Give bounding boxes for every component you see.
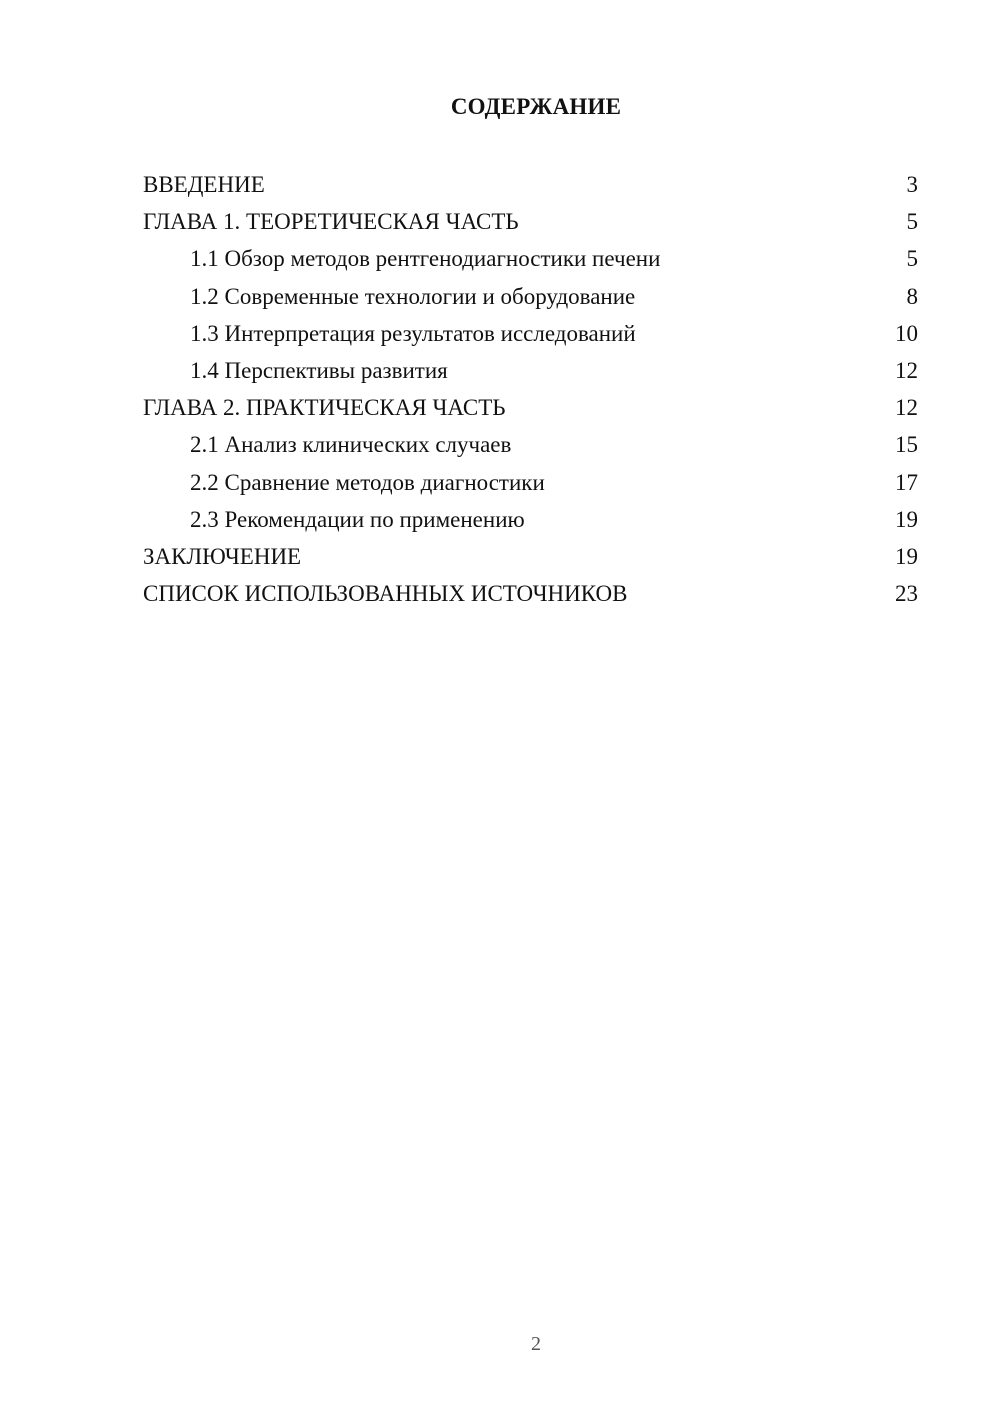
toc-entry-references [143, 575, 918, 612]
toc-entry-label: 1.3 Интерпретация результатов исследований [190, 320, 636, 346]
toc-entry-label: ВВЕДЕНИЕ [143, 172, 265, 197]
toc-entry-page: 10 [895, 320, 918, 346]
toc-entry-page: 3 [906, 172, 918, 197]
toc-entry-label: 2.1 Анализ клинических случаев [190, 432, 512, 458]
toc-entry-label: ГЛАВА 1. ТЕОРЕТИЧЕСКАЯ ЧАСТЬ [143, 209, 519, 235]
toc-entry-label: ГЛАВА 2. ПРАКТИЧЕСКАЯ ЧАСТЬ [143, 395, 506, 421]
page-number: 2 [531, 1333, 541, 1355]
toc-entry-label: СПИСОК ИСПОЛЬЗОВАННЫХ ИСТОЧНИКОВ [143, 581, 628, 607]
toc-entry-page: 19 [895, 543, 918, 569]
toc-entry-section-1-3 [143, 315, 918, 352]
page-title: СОДЕРЖАНИЕ [450, 94, 622, 119]
toc-entry-page: 23 [895, 581, 918, 607]
toc-entry-label: 2.2 Сравнение методов диагностики [190, 469, 545, 495]
toc-entry-section-1-1 [143, 240, 918, 277]
toc-entry-page: 8 [906, 283, 918, 309]
toc-entry-label: 1.2 Современные технологии и оборудование [190, 283, 636, 309]
toc-entry-conclusion [143, 538, 918, 575]
toc-entry-page: 17 [895, 469, 918, 495]
toc-entry-page: 12 [895, 357, 918, 383]
toc-entry-chapter-2 [143, 389, 918, 426]
toc-entry-label: 1.4 Перспективы развития [190, 357, 448, 383]
table-of-contents [143, 166, 918, 612]
toc-entry-section-2-2 [143, 464, 918, 501]
toc-entry-label: 2.3 Рекомендации по применению [190, 506, 525, 532]
toc-entry-section-2-3 [143, 501, 918, 538]
toc-entry-page: 12 [895, 395, 918, 421]
toc-entry-label: 1.1 Обзор методов рентгенодиагностики печени [190, 246, 661, 272]
toc-entry-page: 5 [906, 209, 918, 235]
toc-entry-section-2-1 [143, 426, 918, 463]
toc-entry-chapter-1 [143, 203, 918, 240]
toc-entry-section-1-4 [143, 352, 918, 389]
toc-entry-label: ЗАКЛЮЧЕНИЕ [143, 543, 302, 569]
toc-entry-page: 5 [906, 246, 918, 272]
toc-entry-introduction [143, 166, 918, 203]
toc-entry-section-1-2 [143, 278, 918, 315]
toc-entry-page: 15 [895, 432, 918, 458]
toc-entry-page: 19 [895, 506, 918, 532]
